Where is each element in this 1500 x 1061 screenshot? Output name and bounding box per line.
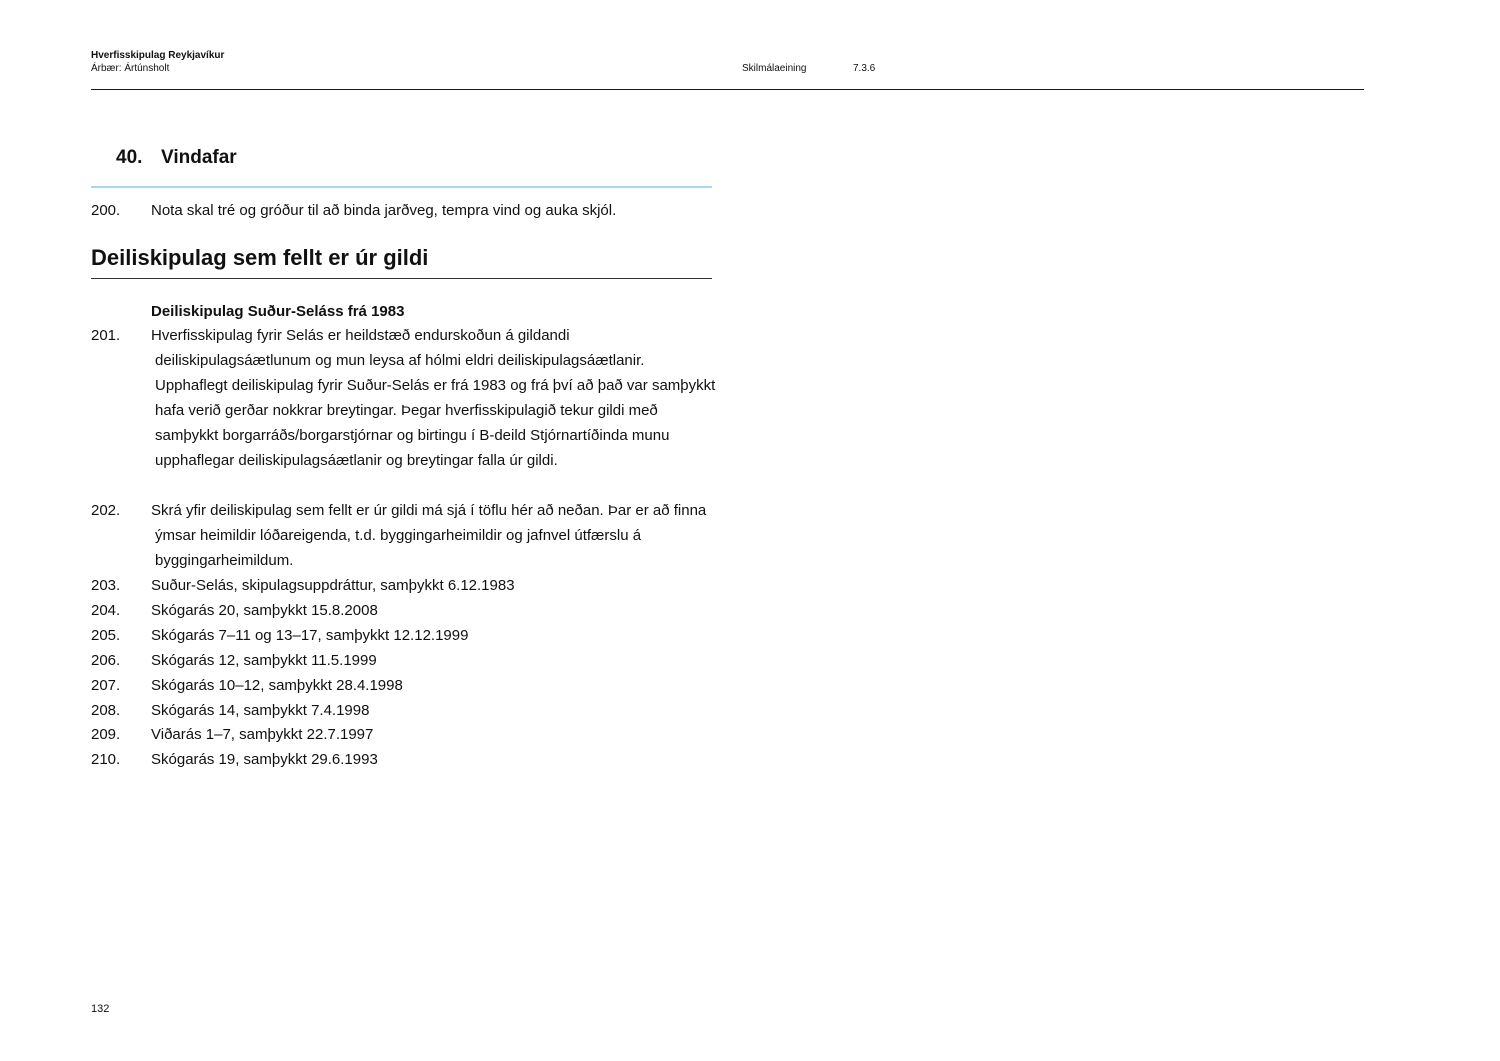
section-subtitle: Deiliskipulag Suður-Seláss frá 1983 [151,303,405,320]
item-number: 206. [91,652,121,669]
item-number: 208. [91,702,121,719]
list-item [91,198,716,223]
document-subtitle: Árbær: Ártúnsholt [91,63,170,74]
list-item [91,573,716,598]
item-number: 205. [91,627,121,644]
item-number: 203. [91,577,121,594]
list-item [91,722,716,747]
page-number: 132 [91,1003,110,1015]
list-item [91,747,716,772]
list-item [91,498,716,573]
section-number: 7.3.6 [853,63,876,74]
item-number: 207. [91,677,121,694]
section-label: Skilmálaeining [742,63,807,74]
item-text: Skrá yfir deiliskipulag sem fellt er úr gildi má sjá í töflu hér að neðan. Þar er að finna ýmsar heimildir lóðareigenda, t.d. byggingarheimildir og jafnvel útfærslu á byggingarheimildum. [151,502,707,569]
item-number: 202. [91,502,121,519]
item-text: Skógarás 20, samþykkt 15.8.2008 [151,602,378,619]
list-item [91,623,716,648]
item-text: Skógarás 19, samþykkt 29.6.1993 [151,751,378,768]
subsection-heading [116,147,237,169]
item-number: 209. [91,726,121,743]
header-divider [91,89,1364,90]
document-title: Hverfisskipulag Reykjavíkur [91,50,225,61]
item-number: 201. [91,327,121,344]
list-item [91,323,716,473]
item-text: Suður-Selás, skipulagsuppdráttur, samþykkt 6.12.1983 [151,577,515,594]
list-item [91,648,716,673]
subsection-title: Vindafar [161,147,237,168]
document-header [91,49,224,75]
item-text: Hverfisskipulag fyrir Selás er heildstæð endurskoðun á gildandi deiliskipulagsáætlunum og mun leysa af hólmi eldri deiliskipulagsáætlanir. Upphaflegt deiliskipulag fyrir Suður-Selás er frá 1983 og frá því að það var samþykkt hafa verið gerðar nokkrar breytingar. Þegar hverfisskipulagið tekur gildi með samþykkt borgarráðs/borgarstjórnar og birtingu í B-deild Stjórnartíðinda munu upphaflegar deiliskipulagsáætlanir og breytingar falla úr gildi. [151,327,716,469]
subsection-divider [91,186,712,188]
list-item [91,598,716,623]
item-text: Skógarás 12, samþykkt 11.5.1999 [151,652,377,669]
item-text: Skógarás 7–11 og 13–17, samþykkt 12.12.1999 [151,627,469,644]
list-item [91,698,716,723]
item-number: 210. [91,751,121,768]
item-number: 200. [91,202,121,219]
item-text: Nota skal tré og gróður til að binda jarðveg, tempra vind og auka skjól. [151,202,617,219]
section-divider [91,278,712,279]
item-text: Viðarás 1–7, samþykkt 22.7.1997 [151,726,374,743]
list-item [91,673,716,698]
subsection-number: 40. [116,147,143,168]
item-number: 204. [91,602,121,619]
item-text: Skógarás 14, samþykkt 7.4.1998 [151,702,370,719]
item-text: Skógarás 10–12, samþykkt 28.4.1998 [151,677,403,694]
section-heading: Deiliskipulag sem fellt er úr gildi [91,245,429,270]
